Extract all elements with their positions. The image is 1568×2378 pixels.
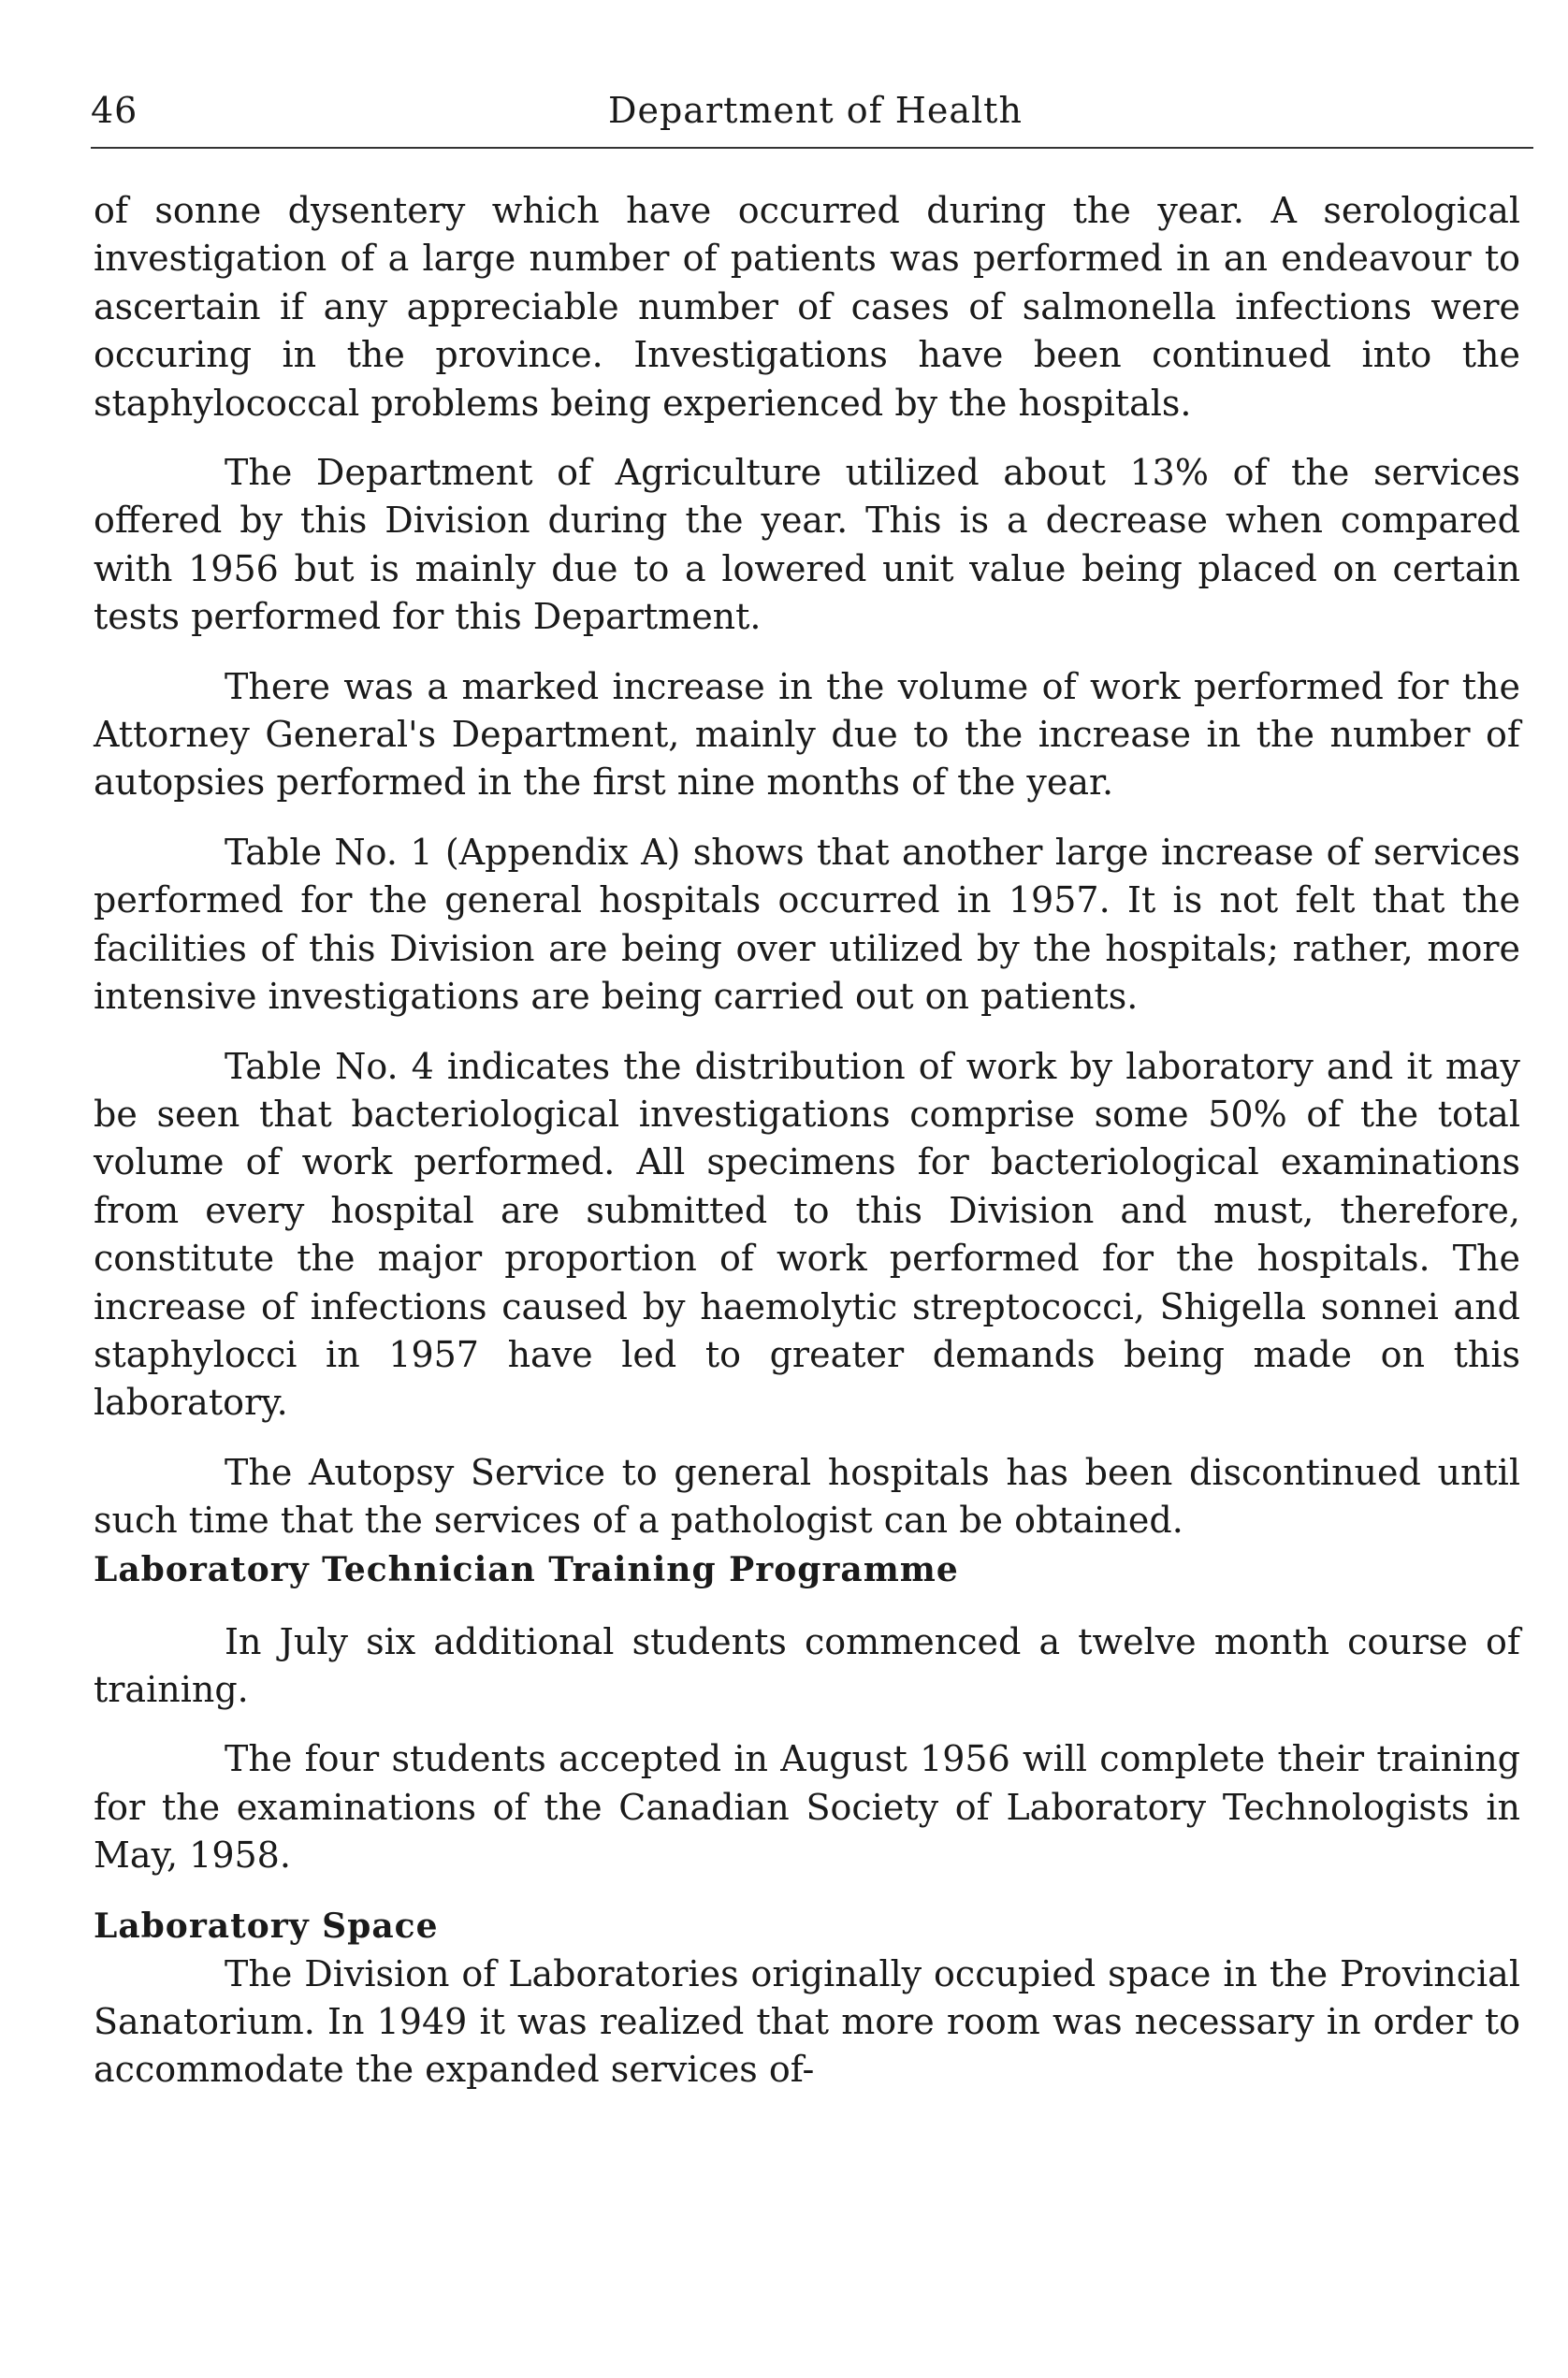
paragraph: In July six additional students commenced a twelve month course of training. bbox=[94, 1620, 1520, 1710]
running-title: Department of Health bbox=[608, 90, 1023, 131]
paragraph: of sonne dysentery which have occurred during the year. A serological investigation of a large number of patients was performed in an endeavour to ascertain if any appreciable number of cases of salmonella infections were occuring in the province. Investigations have been continued into the staphylococcal problems being experienced by the hospitals. bbox=[94, 190, 1520, 424]
paragraph: The Department of Agriculture utilized about 13% of the services offered by this Division during the year. This is a decrease when compared with 1956 but is mainly due to a lowered unit value being placed on certain tests performed for this Department. bbox=[94, 452, 1520, 638]
paragraph: There was a marked increase in the volume of work performed for the Attorney General's Department, mainly due to the increase in the number of autopsies performed in the first nine months of the year. bbox=[94, 665, 1520, 804]
page-number: 46 bbox=[91, 90, 138, 131]
body-text bbox=[94, 187, 1520, 2116]
section-heading-space: Laboratory Space bbox=[94, 1906, 439, 1946]
section-heading-training: Laboratory Technician Training Programme bbox=[94, 1549, 959, 1589]
paragraph: Table No. 1 (Appendix A) shows that another large increase of services performed for the general hospitals occurred in 1957. It is not felt that the facilities of this Division are being over utilized by the hospitals; rather, more intensive investigations are being carried out on patients. bbox=[94, 831, 1520, 1018]
header-rule bbox=[91, 147, 1533, 149]
page-header bbox=[91, 90, 1533, 146]
paragraph: The Division of Laboratories originally occupied space in the Provincial Sanatorium. In 1949 it was realized that more room was necessary in order to accommodate the expanded services of- bbox=[94, 1952, 1520, 2091]
paragraph: The Autopsy Service to general hospitals has been discontinued until such time that the services of a pathologist can be obtained. bbox=[94, 1451, 1520, 1542]
paragraph: The four students accepted in August 1956 will complete their training for the examinations of the Canadian Society of Laboratory Technologists in May, 1958. bbox=[94, 1738, 1520, 1877]
paragraph: Table No. 4 indicates the distribution of work by laboratory and it may be seen that bacteriological investigations comprise some 50% of the total volume of work performed. All specimens for bacteriological examinations from every hospital are submitted to this Division and must, therefore, constitute the major proportion of work performed for the hospitals. The increase of infections caused by haemolytic streptococci, Shigella sonnei and staphylocci in 1957 have led to greater demands being made on this laboratory. bbox=[94, 1045, 1520, 1424]
